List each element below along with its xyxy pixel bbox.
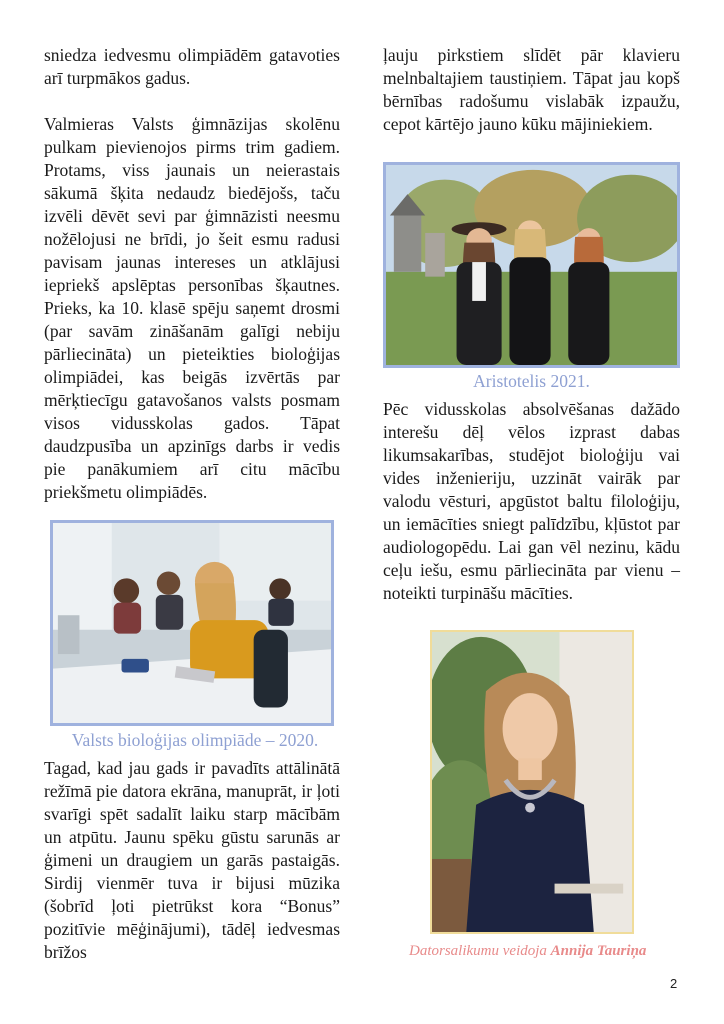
aristotelis-photo [383,162,680,368]
right-paragraph-2: Pēc vidusskolas absolvēšanas dažādo interešu dēļ vēlos izprast dabas likumsakarības, studējot bioloģiju vai vides inženieriju, uzzināt vairāk par valodu vēsturi, apgūstot baltu filoloģiju, un iemācīties sniegt palīdzību, kļūstot par audiologopēdu. Lai gan vēl nezinu, kādu ceļu iešu, esmu pārliecināta par vienu – noteikti turpināšu mācīties. [383,399,680,603]
author-portrait-photo [430,630,634,934]
right-column [383,44,680,136]
left-paragraph-1: sniedza iedvesmu olimpiādēm gatavoties arī turpmākos gadus. [44,45,340,88]
page-number: 2 [670,976,678,991]
credit-prefix: Datorsalikumu veidoja [409,943,547,959]
right-column-middle [383,398,680,605]
layout-credit [409,943,646,960]
credit-name: Annija Tauriņa [550,943,647,959]
classroom-illustration [53,523,331,723]
olympiad-photo [50,520,334,726]
three-girls-illustration [386,165,677,365]
left-paragraph-3: Tagad, kad jau gads ir pavadīts attālinātā režīmā pie datora ekrāna, manuprāt, ir ļoti svarīgi spēt sadalīt laiku starp mācībām un atpūtu. Jaunu spēku gūstu sarunās ar ģimeni un draugiem un garās pastaigās. Sirdij vienmēr tuva ir bijusi mūzika (šobrīd ļoti pietrūkst kora “Bonus” pozitīvie mēģinājumi), tādēļ iedvesmas brīžos [44,758,340,962]
paragraph-spacer [44,90,340,113]
left-paragraph-2: Valmieras Valsts ģimnāzijas skolēnu pulkam pievienojos pirms trim gadiem. Protams, viss jaunais un neierastais sākumā šķita nedaudz biedējošs, taču izvēli dēvēt sevi par ģimnāzisti neesmu nožēlojusi ne brīdi, jo šeit esmu radusi pavisam jaunas intereses un atklājusi iepriekš apslēptas personības šķautnes. Prieks, ka 10. klasē spēju saņemt drosmi (par savām zināšanām galīgi nebiju pārliecināta) un pieteikties bioloģijas olimpiādei, kas beigās izvērtās par mērķtiecīgu gatavošanos valsts posmam visos vidusskolas gados. Tāpat daudzpusība un apzinīgs darbs ir vedis pie panākumiem arī citu mācību priekšmetu olimpiādēs. [44,114,340,502]
right-paragraph-1: ļauju pirkstiem slīdēt pār klavieru melnbaltajiem taustiņiem. Tāpat jau kopš bērnības radošumu vislabāk izpaužu, cepot kārtējo jauno kūku mājiniekiem. [383,45,680,134]
olympiad-photo-caption: Valsts bioloģijas olimpiāde – 2020. [71,730,319,750]
aristotelis-photo-caption: Aristotelis 2021. [473,371,590,391]
portrait-illustration [432,632,632,932]
left-column-bottom [44,757,340,964]
left-column [44,44,340,504]
